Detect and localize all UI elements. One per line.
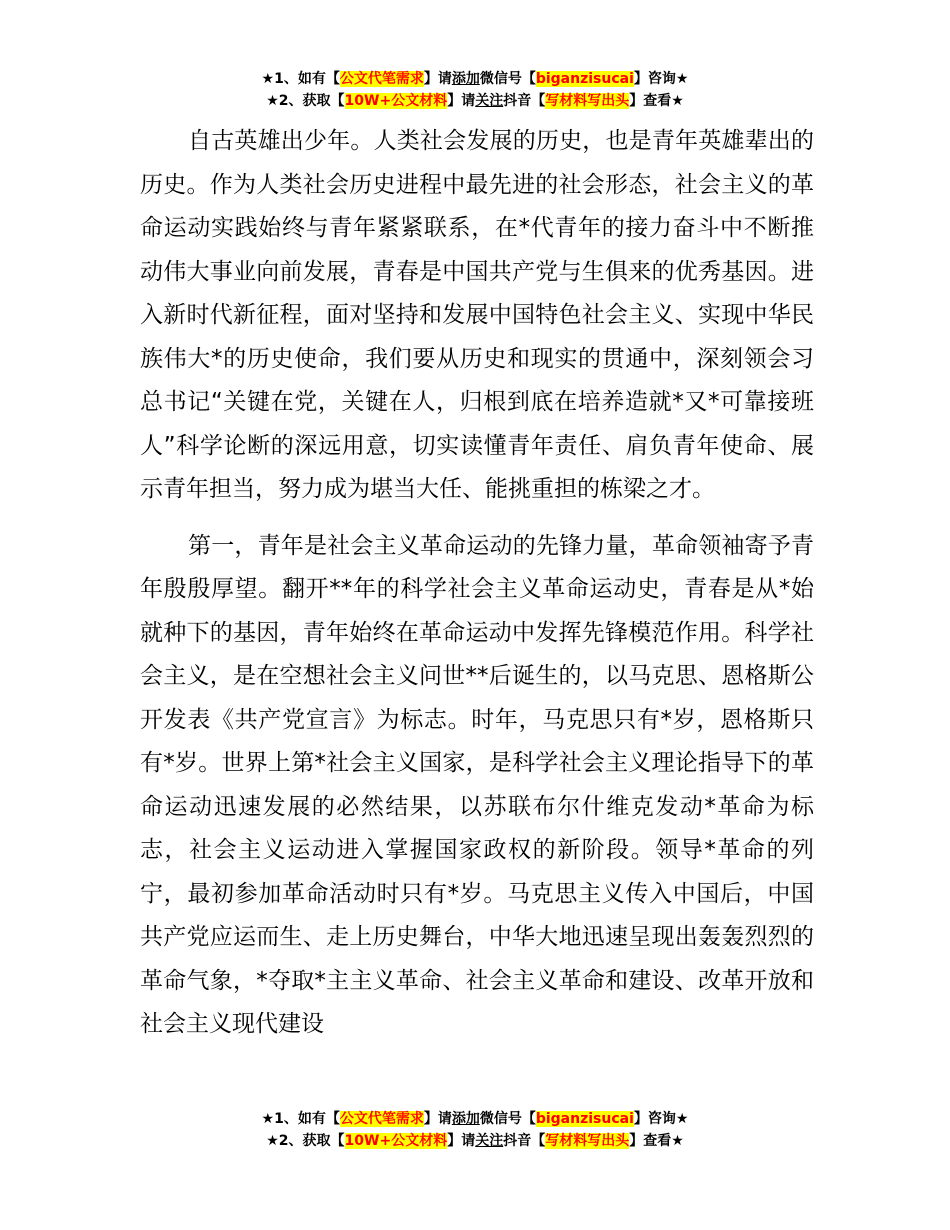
header-line-2-prefix: 2、获取【 xyxy=(278,93,345,109)
star-icon: ★ xyxy=(266,1133,279,1149)
footer-line-1-mid2: 微信号【 xyxy=(479,1111,536,1127)
header-line-2-underline: 关注 xyxy=(475,93,504,109)
header-line-1-underline: 添加 xyxy=(451,71,480,87)
header-line-2-mid1: 】请 xyxy=(447,93,476,109)
footer-line-1 xyxy=(0,1108,950,1130)
footer-line-2-highlight-materials: 10W+公文材料 xyxy=(344,1133,448,1149)
footer-line-2-prefix: 2、获取【 xyxy=(278,1133,345,1149)
header-line-2-highlight-materials: 10W+公文材料 xyxy=(344,93,448,109)
header-line-2-highlight-douyin: 写材料写出头 xyxy=(545,93,630,109)
header-line-1-prefix: 1、如有【 xyxy=(274,71,340,87)
header-line-1-highlight-wechat: biganzisucai xyxy=(535,71,634,87)
footer-line-1-prefix: 1、如有【 xyxy=(274,1111,340,1127)
footer-line-2 xyxy=(0,1130,950,1152)
footer-line-1-mid1: 】请 xyxy=(423,1111,452,1127)
header-line-1-highlight-service: 公文代笔需求 xyxy=(339,71,424,87)
footer-line-2-mid2: 抖音【 xyxy=(503,1133,546,1149)
footer-line-2-highlight-douyin: 写材料写出头 xyxy=(545,1133,630,1149)
header-line-1-suffix: 】咨询★ xyxy=(633,71,689,87)
header-line-2-mid2: 抖音【 xyxy=(503,93,546,109)
header-banner xyxy=(0,68,950,112)
header-line-1 xyxy=(0,68,950,90)
footer-banner xyxy=(0,1108,950,1152)
footer-line-1-highlight-service: 公文代笔需求 xyxy=(339,1111,424,1127)
star-icon: ★ xyxy=(261,71,275,87)
header-line-2 xyxy=(0,90,950,112)
header-line-2-suffix: 】查看★ xyxy=(629,93,684,109)
footer-line-1-suffix: 】咨询★ xyxy=(633,1111,689,1127)
header-line-1-mid2: 微信号【 xyxy=(479,71,536,87)
header-line-1-mid1: 】请 xyxy=(423,71,452,87)
star-icon: ★ xyxy=(261,1111,275,1127)
body-paragraph-1: 自古英雄出少年。人类社会发展的历史，也是青年英雄辈出的历史。作为人类社会历史进程中最先进的社会形态，社会主义的革命运动实践始终与青年紧紧联系，在*代青年的接力奋斗中不断推动伟大事业向前发展，青春是中国共产党与生俱来的优秀基因。进入新时代新征程，面对坚持和发展中国特色社会主义、实现中华民族伟大*的历史使命，我们要从历史和现实的贯通中，深刻领会习总书记“关键在党，关键在人，归根到底在培养造就*又*可靠接班人”科学论断的深远用意，切实读懂青年责任、肩负青年使命、展示青年担当，努力成为堪当大任、能挑重担的栋梁之才。 xyxy=(140,128,814,502)
footer-line-2-suffix: 】查看★ xyxy=(629,1133,684,1149)
footer-line-2-mid1: 】请 xyxy=(447,1133,476,1149)
footer-line-1-underline: 添加 xyxy=(451,1111,480,1127)
footer-line-2-underline: 关注 xyxy=(475,1133,504,1149)
body-paragraph-2: 第一，青年是社会主义革命运动的先锋力量，革命领袖寄予青年殷殷厚望。翻开**年的科学社会主义革命运动史，青春是从*始就种下的基因，青年始终在革命运动中发挥先锋模范作用。科学社会主义，是在空想社会主义问世**后诞生的，以马克思、恩格斯公开发表《共产党宣言》为标志。时年，马克思只有*岁，恩格斯只有*岁。世界上第*社会主义国家，是科学社会主义理论指导下的革命运动迅速发展的必然结果，以苏联布尔什维克发动*革命为标志，社会主义运动进入掌握国家政权的新阶段。领导*革命的列宁，最初参加革命活动时只有*岁。马克思主义传入中国后，中国共产党应运而生、走上历史舞台，中华大地迅速呈现出轰轰烈烈的革命气象，*夺取*主主义革命、社会主义革命和建设、改革开放和社会主义现代建设 xyxy=(140,532,814,1037)
star-icon: ★ xyxy=(266,93,279,109)
document-body xyxy=(140,120,814,1047)
footer-line-1-highlight-wechat: biganzisucai xyxy=(535,1111,634,1127)
